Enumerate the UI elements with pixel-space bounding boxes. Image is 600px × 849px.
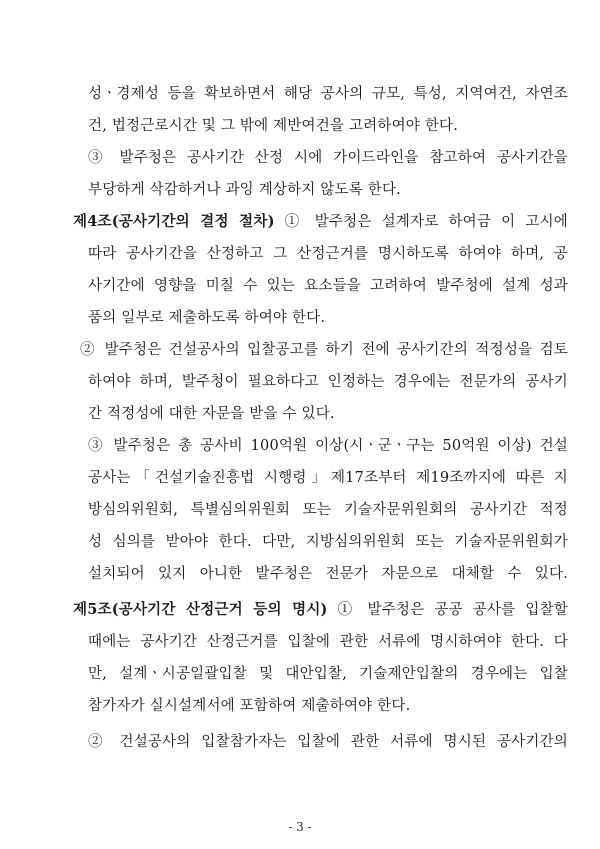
article-4-heading: 제4조(공사기간의 결정 절차) [73, 213, 275, 230]
text-span: ① 발주청은 설계자로 하여금 이 고시에 [274, 214, 568, 230]
article-5-heading: 제5조(공사기간 산정근거 등의 명시) [73, 601, 328, 618]
text-line: 따라 공사기간을 산정하고 그 산정근거를 명시하도록 하여야 하며, 공 [88, 246, 568, 262]
text-line: ② 발주청은 건설공사의 입찰공고를 하기 전에 공사기간의 적정성을 검토 [80, 342, 568, 358]
text-line: 부당하게 삭감하거나 과잉 계상하지 않도록 한다. [88, 182, 401, 198]
text-line: 성 심의를 받아야 한다. 다만, 지방심의위원회 또는 기술자문위원회가 [88, 534, 568, 550]
text-line: 때에는 공사기간 산정근거를 입찰에 관한 서류에 명시하여야 한다. 다 [88, 634, 568, 650]
text-line: ③ 발주청은 총 공사비 100억원 이상(시ㆍ군ㆍ구는 50억원 이상) 건설 [88, 438, 568, 454]
article-5-first-line [73, 600, 568, 620]
text-line: 간 적정성에 대한 자문을 받을 수 있다. [88, 406, 335, 422]
text-line: 건, 법정근로시간 및 그 밖에 제반여건을 고려하여야 한다. [88, 118, 459, 134]
text-line: 만, 설계ㆍ시공일괄입찰 및 대안입찰, 기술제안입찰의 경우에는 입찰 [88, 666, 568, 682]
text-line: 참가자가 실시설계서에 포함하여 제출하여야 한다. [88, 698, 411, 714]
text-line: 공사는「건설기술진흥법 시행령」제17조부터 제19조까지에 따른 지 [88, 470, 568, 486]
text-line: 방심의위원회, 특별심의위원회 또는 기술자문위원회의 공사기간 적정 [88, 502, 568, 518]
text-line: 설치되어 있지 아니한 발주청은 전문가 자문으로 대체할 수 있다. [88, 566, 568, 582]
text-line: 하여야 하며, 발주청이 필요하다고 인정하는 경우에는 전문가의 공사기 [88, 374, 568, 390]
text-line: ③ 발주청은 공사기간 산정 시에 가이드라인을 참고하여 공사기간을 [88, 150, 568, 166]
page-number: - 3 - [288, 820, 312, 834]
text-line: 사기간에 영향을 미칠 수 있는 요소들을 고려하여 발주청에 설계 성과 [88, 278, 568, 294]
text-line: 성ㆍ경제성 등을 확보하면서 해당 공사의 규모, 특성, 지역여건, 자연조 [88, 86, 568, 102]
text-span: ① 발주청은 공공 공사를 입찰할 [327, 602, 568, 618]
article-4-first-line [73, 212, 568, 232]
text-line: ② 건설공사의 입찰참가자는 입찰에 관한 서류에 명시된 공사기간의 [88, 734, 568, 750]
text-line: 품의 일부로 제출하도록 하여야 한다. [88, 310, 326, 326]
